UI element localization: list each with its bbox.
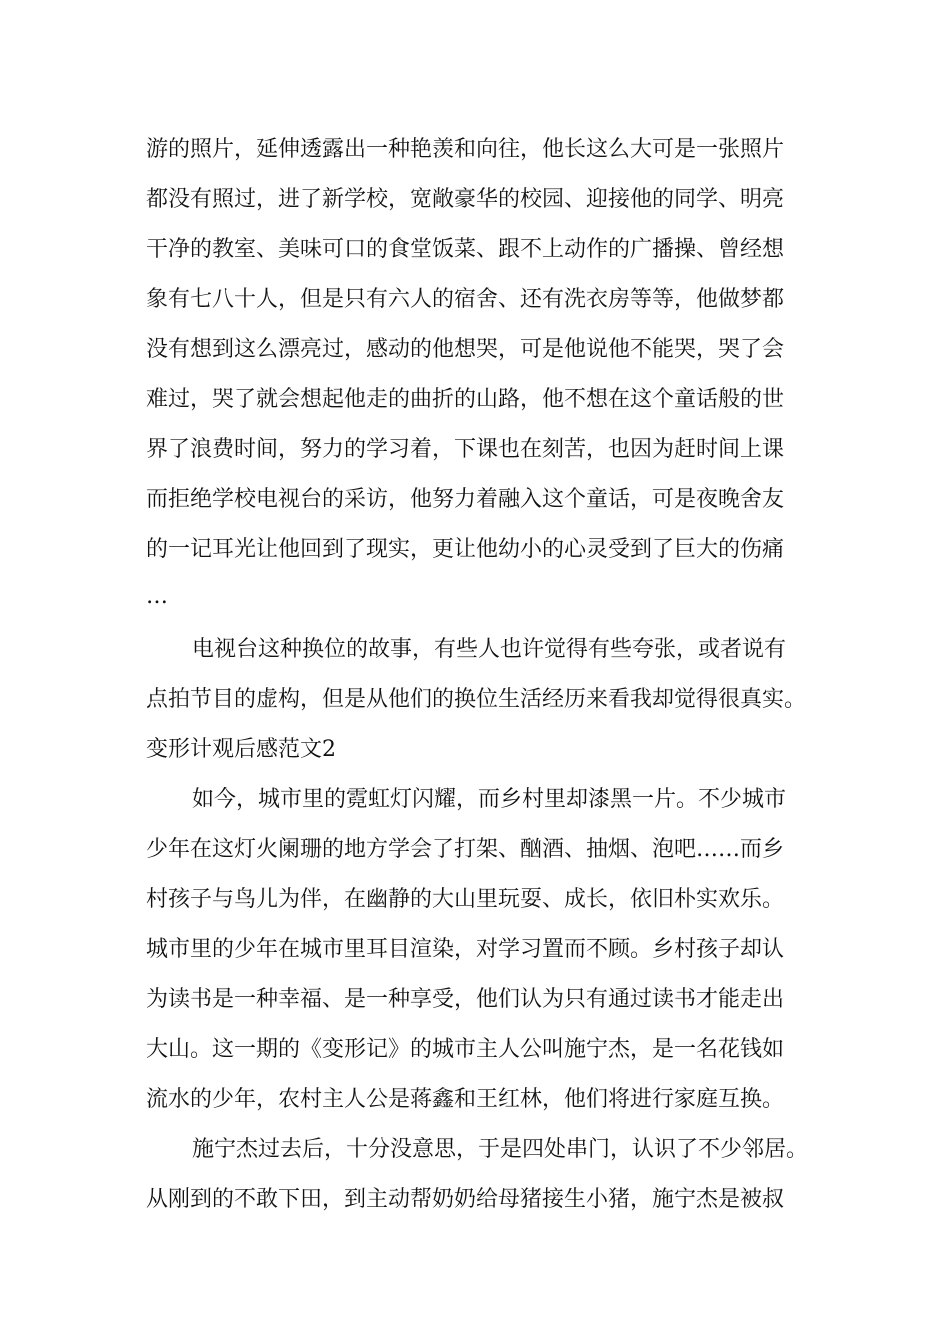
paragraph-3-line-2: 少年在这灯火阑珊的地方学会了打架、酗酒、抽烟、泡吧……而乡 xyxy=(146,837,785,862)
text-line-2: 都没有照过，进了新学校，宽敞豪华的校园、迎接他的同学、明亮 xyxy=(146,187,785,212)
text-line-8: 而拒绝学校电视台的采访，他努力着融入这个童话，可是夜晚舍友 xyxy=(146,487,785,512)
text-line-5: 没有想到这么漂亮过，感动的他想哭，可是他说他不能哭，哭了会 xyxy=(146,337,785,362)
text-line-3: 干净的教室、美味可口的食堂饭菜、跟不上动作的广播操、曾经想 xyxy=(146,237,785,262)
section-heading: 变形计观后感范文2 xyxy=(146,737,336,762)
paragraph-3-line-7: 流水的少年，农村主人公是蒋鑫和王红林，他们将进行家庭互换。 xyxy=(146,1087,785,1112)
text-line-6: 难过，哭了就会想起他走的曲折的山路，他不想在这个童话般的世 xyxy=(146,387,785,412)
text-line-4: 象有七八十人，但是只有六人的宿舍、还有洗衣房等等，他做梦都 xyxy=(146,287,785,312)
text-line-7: 界了浪费时间，努力的学习着，下课也在刻苦，也因为赶时间上课 xyxy=(146,437,785,462)
paragraph-3-line-4: 城市里的少年在城市里耳目渲染，对学习置而不顾。乡村孩子却认 xyxy=(146,937,785,962)
text-line-10: … xyxy=(146,584,168,609)
paragraph-3-line-1: 如今，城市里的霓虹灯闪耀，而乡村里却漆黑一片。不少城市 xyxy=(192,787,787,812)
paragraph-3-line-6: 大山。这一期的《变形记》的城市主人公叫施宁杰，是一名花钱如 xyxy=(146,1037,785,1062)
paragraph-4-line-2: 从刚到的不敢下田，到主动帮奶奶给母猪接生小猪，施宁杰是被叔 xyxy=(146,1187,785,1212)
text-line-9: 的一记耳光让他回到了现实，更让他幼小的心灵受到了巨大的伤痛 xyxy=(146,537,785,562)
paragraph-3-line-3: 村孩子与鸟儿为伴，在幽静的大山里玩耍、成长，依旧朴实欢乐。 xyxy=(146,887,785,912)
paragraph-3-line-5: 为读书是一种幸福、是一种享受，他们认为只有通过读书才能走出 xyxy=(146,987,785,1012)
paragraph-4-line-1: 施宁杰过去后，十分没意思，于是四处串门，认识了不少邻居。 xyxy=(192,1137,809,1162)
paragraph-2-line-2: 点拍节目的虚构，但是从他们的换位生活经历来看我却觉得很真实。 xyxy=(146,687,807,712)
paragraph-2-line-1: 电视台这种换位的故事，有些人也许觉得有些夸张，或者说有 xyxy=(192,637,787,662)
text-line-1: 游的照片，延伸透露出一种艳羡和向往，他长这么大可是一张照片 xyxy=(146,137,785,162)
